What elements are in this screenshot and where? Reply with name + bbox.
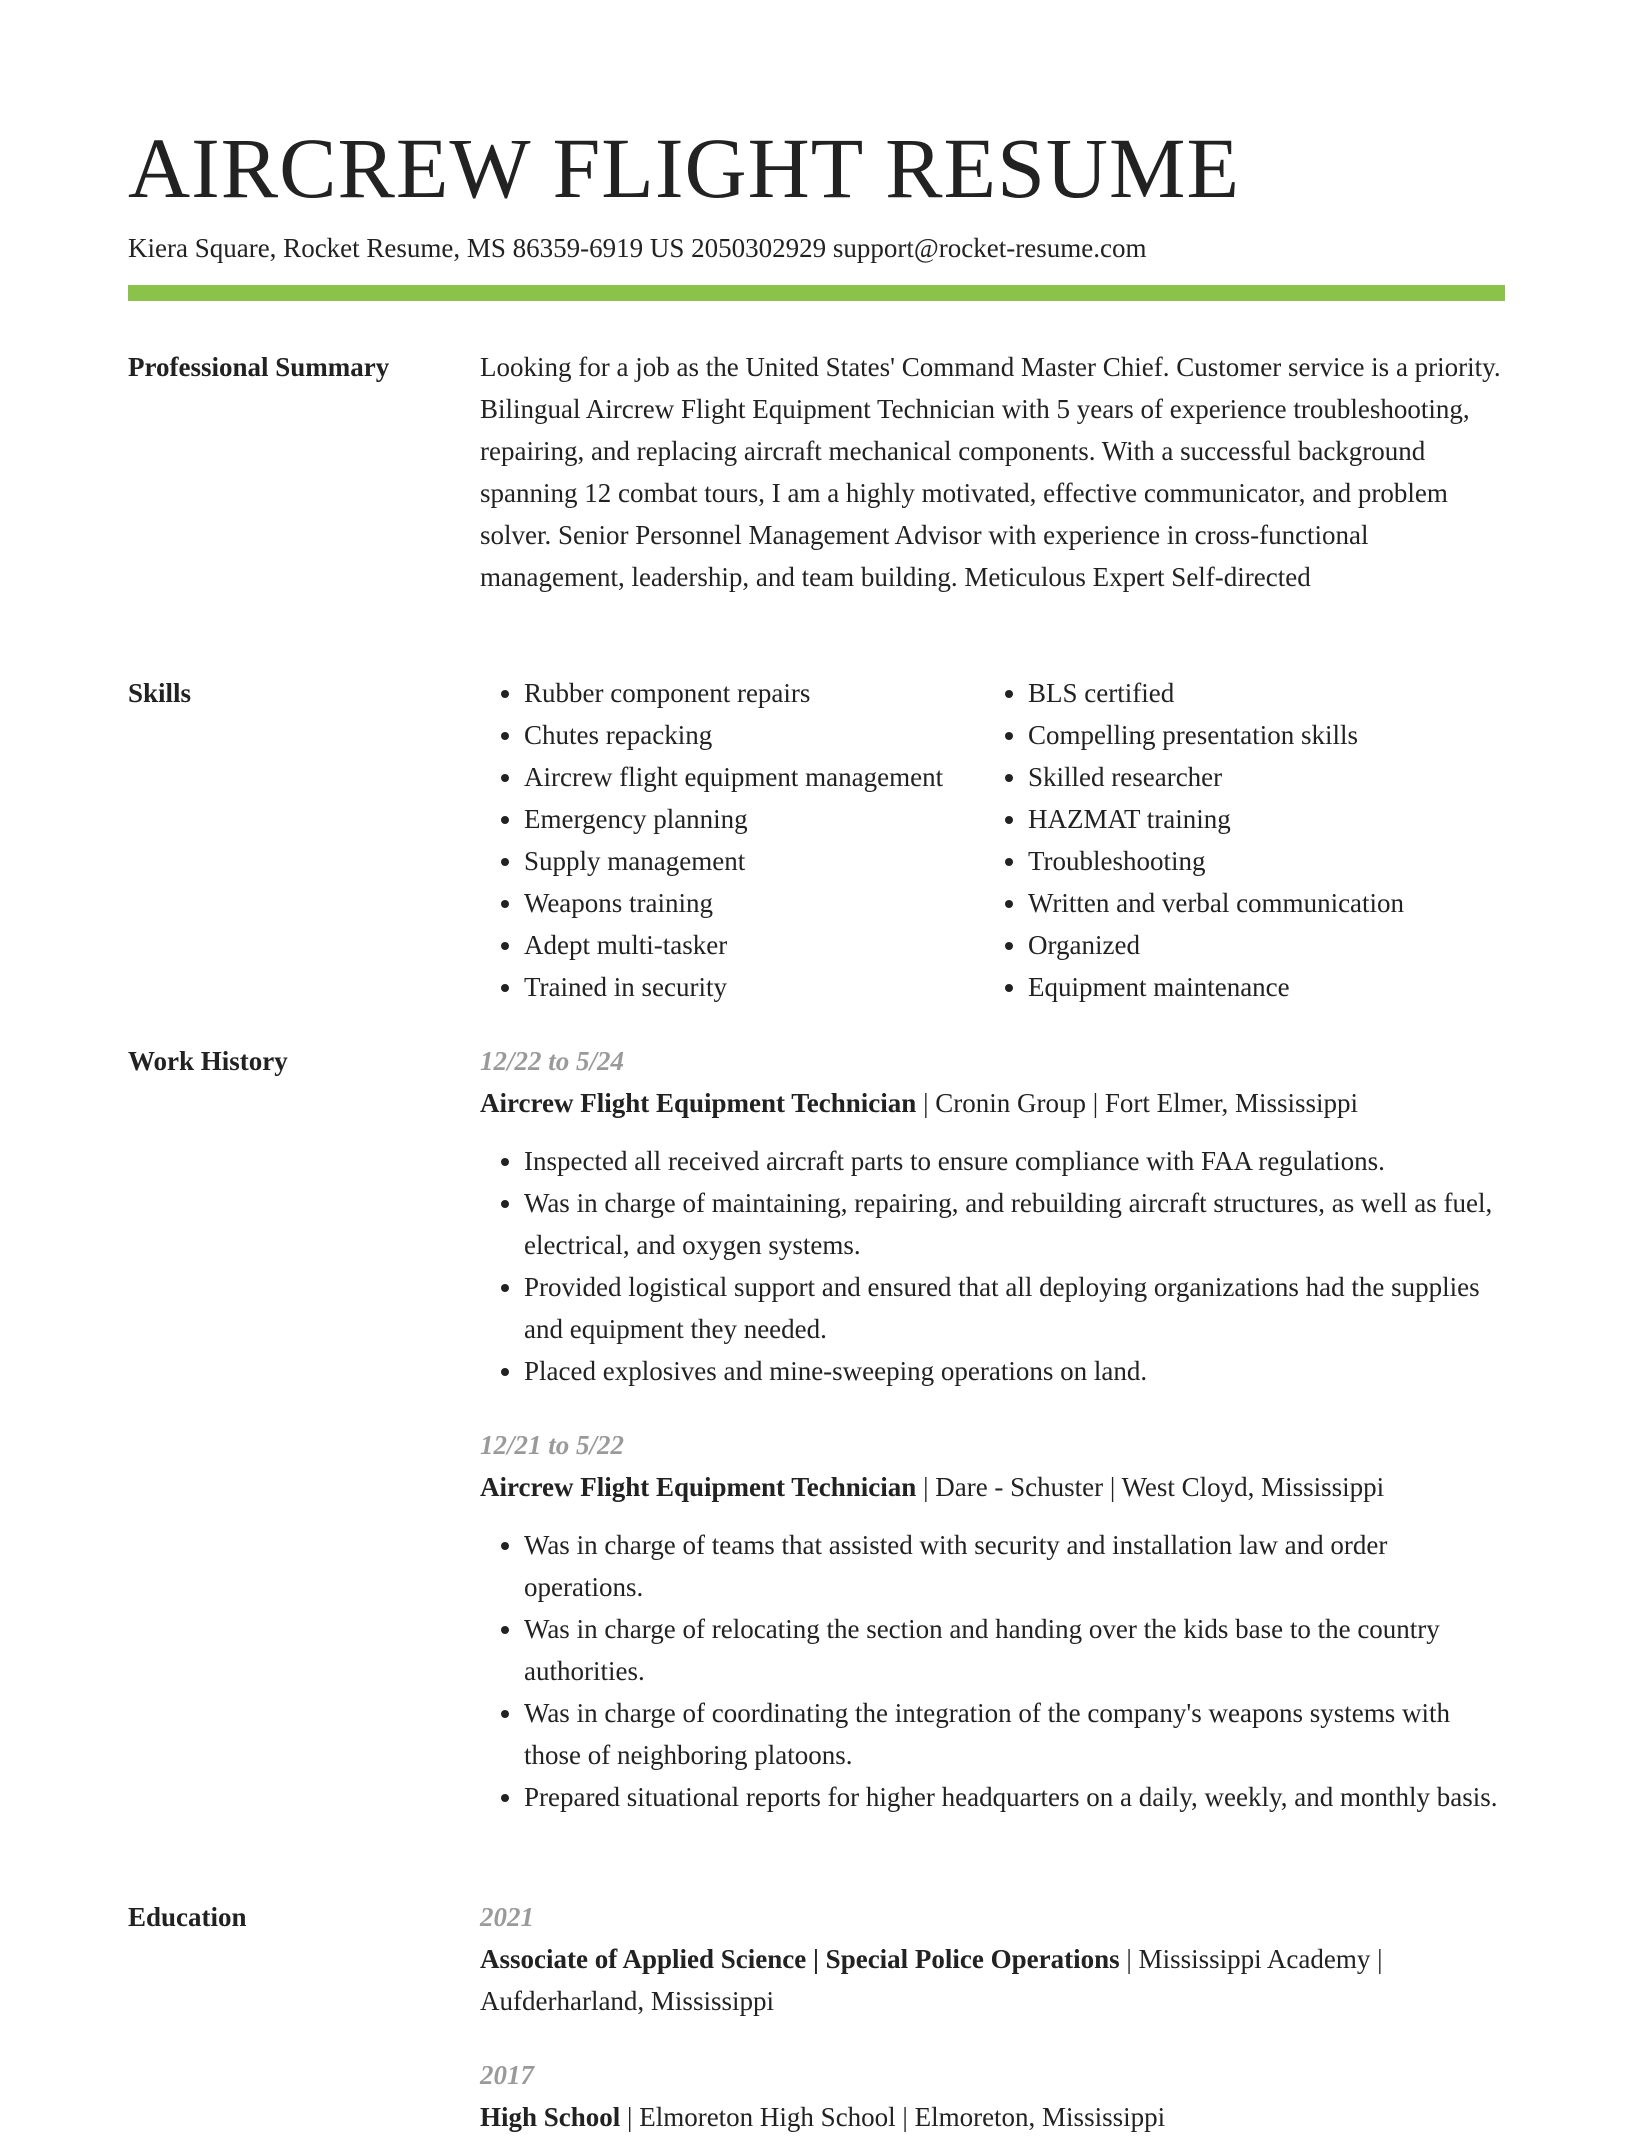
- skill-item: • BLS certified: [1028, 672, 1488, 714]
- education-details: | Mississippi Academy | Aufderharland, Mississippi: [480, 1944, 1383, 2016]
- job-bullet: • Was in charge of maintaining, repairing, and rebuilding aircraft structures, as well as fuel, electrical, and oxygen systems.: [524, 1182, 1505, 1266]
- education-degree: Associate of Applied Science | Special Police Operations: [480, 1944, 1120, 1974]
- job-bullets: [480, 1140, 1505, 1392]
- education-year: 2021: [480, 1902, 534, 1932]
- job-bullet: • Was in charge of coordinating the integration of the company's weapons systems with those of neighboring platoons.: [524, 1692, 1505, 1776]
- job-bullet: • Placed explosives and mine-sweeping operations on land.: [524, 1350, 1505, 1392]
- skills-heading: Skills: [128, 678, 192, 708]
- education-line: [480, 2096, 1505, 2138]
- summary-heading: Professional Summary: [128, 352, 390, 382]
- job-title: Aircrew Flight Equipment Technician: [480, 1088, 917, 1118]
- job-bullet: • Was in charge of teams that assisted with security and installation law and order operations.: [524, 1524, 1505, 1608]
- skill-item: • Troubleshooting: [1028, 840, 1488, 882]
- education-year: 2017: [480, 2060, 534, 2090]
- job-bullet: • Prepared situational reports for higher headquarters on a daily, weekly, and monthly basis.: [524, 1776, 1505, 1818]
- education-entry: [480, 1896, 1505, 2022]
- work-history-heading: Work History: [128, 1046, 288, 1076]
- education-line: [480, 1938, 1505, 2022]
- skill-item: • Equipment maintenance: [1028, 966, 1488, 1008]
- skill-item: • Organized: [1028, 924, 1488, 966]
- resume-title: AIRCREW FLIGHT RESUME: [128, 120, 1240, 216]
- job-details: | Dare - Schuster | West Cloyd, Mississippi: [916, 1472, 1385, 1502]
- education-degree: High School: [480, 2102, 621, 2132]
- education-entry: [480, 2054, 1505, 2138]
- job-role-line: [480, 1082, 1505, 1124]
- skill-item: • Compelling presentation skills: [1028, 714, 1488, 756]
- job-dates: 12/22 to 5/24: [480, 1046, 625, 1076]
- job-bullet: • Provided logistical support and ensured that all deploying organizations had the supplies and equipment they needed.: [524, 1266, 1505, 1350]
- skill-item: • Adept multi-tasker: [524, 924, 984, 966]
- accent-divider: [128, 285, 1505, 301]
- skill-item: • Trained in security: [524, 966, 984, 1008]
- skill-item: • Aircrew flight equipment management: [524, 756, 984, 798]
- skill-item: • HAZMAT training: [1028, 798, 1488, 840]
- job-role-line: [480, 1466, 1505, 1508]
- skill-item: • Rubber component repairs: [524, 672, 984, 714]
- education-heading: Education: [128, 1902, 247, 1932]
- contact-line: Kiera Square, Rocket Resume, MS 86359-6919 US 2050302929 support@rocket-resume.com: [128, 233, 1147, 263]
- skill-item: • Skilled researcher: [1028, 756, 1488, 798]
- skill-item: • Emergency planning: [524, 798, 984, 840]
- job-entry: [480, 1040, 1505, 1392]
- skill-item: • Chutes repacking: [524, 714, 984, 756]
- summary-text: Looking for a job as the United States' Command Master Chief. Customer service is a priority. Bilingual Aircrew Flight Equipment Technician with 5 years of experience troubleshooting, repairing, and replacing aircraft mechanical components. With a successful background spanning 12 combat tours, I am a highly motivated, effective communicator, and problem solver. Senior Personnel Management Advisor with experience in cross-functional management, leadership, and team building. Meticulous Expert Self-directed: [480, 352, 1501, 592]
- job-entry: [480, 1424, 1505, 1818]
- skill-item: • Supply management: [524, 840, 984, 882]
- job-bullet: • Was in charge of relocating the section and handing over the kids base to the country authorities.: [524, 1608, 1505, 1692]
- education-details: | Elmoreton High School | Elmoreton, Mississippi: [620, 2102, 1166, 2132]
- skills-list-left: [480, 672, 984, 1008]
- job-title: Aircrew Flight Equipment Technician: [480, 1472, 917, 1502]
- job-details: | Cronin Group | Fort Elmer, Mississippi: [916, 1088, 1359, 1118]
- job-bullets: [480, 1524, 1505, 1818]
- skills-list-right: [984, 672, 1488, 1008]
- job-bullet: • Inspected all received aircraft parts to ensure compliance with FAA regulations.: [524, 1140, 1505, 1182]
- skill-item: • Weapons training: [524, 882, 984, 924]
- job-dates: 12/21 to 5/22: [480, 1430, 625, 1460]
- skill-item: • Written and verbal communication: [1028, 882, 1488, 924]
